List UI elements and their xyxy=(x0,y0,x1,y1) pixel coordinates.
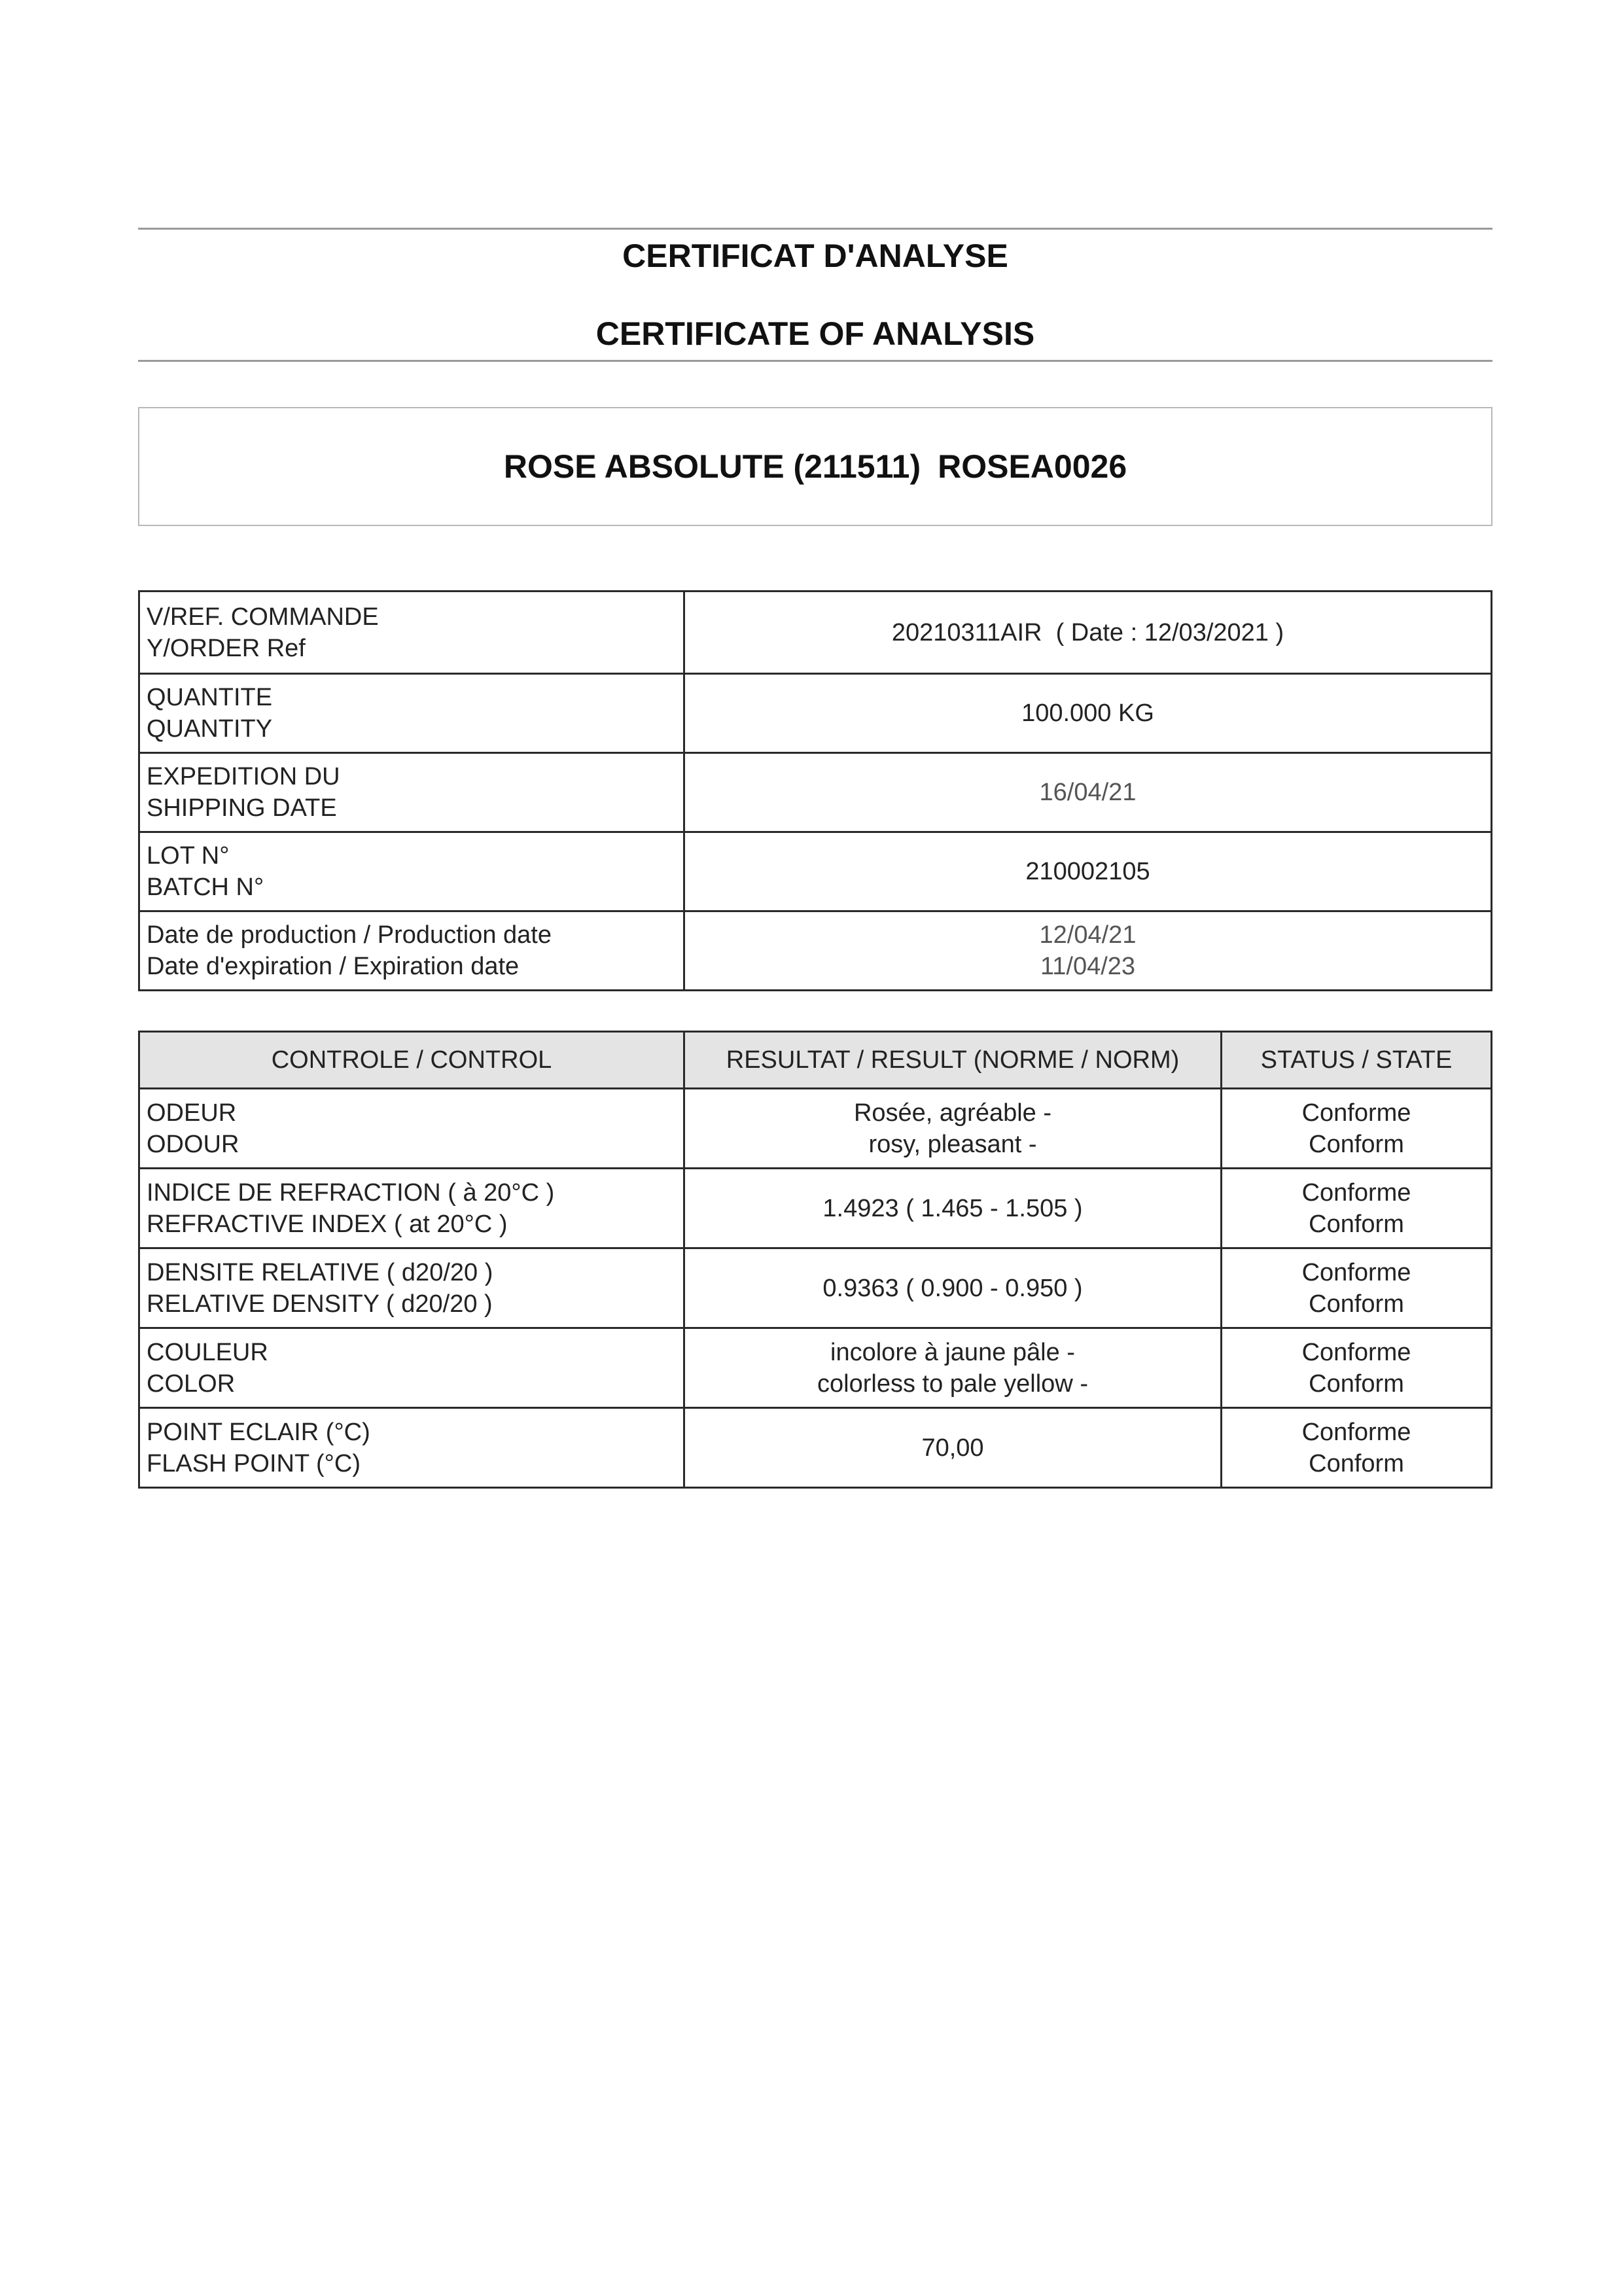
dates-label xyxy=(139,911,684,991)
batch-label-fr: LOT N° xyxy=(147,842,230,870)
control-result xyxy=(684,1328,1222,1408)
batch-label xyxy=(139,832,684,911)
control-label-fr: POINT ECLAIR (°C) xyxy=(147,1418,370,1446)
product-box xyxy=(138,407,1492,526)
control-label-fr: ODEUR xyxy=(147,1099,237,1127)
shipping-label-en: SHIPPING DATE xyxy=(147,794,337,822)
control-label xyxy=(139,1328,684,1408)
status-en: Conform xyxy=(1309,1130,1404,1158)
batch-value: 210002105 xyxy=(684,832,1492,911)
status-fr: Conforme xyxy=(1301,1178,1411,1207)
product-name: ROSE ABSOLUTE (211511) xyxy=(503,448,921,485)
order-ref-label xyxy=(139,592,684,674)
control-row-refractive-index xyxy=(139,1169,1492,1248)
status-en: Conform xyxy=(1309,1369,1404,1398)
expiration-date-value: 11/04/23 xyxy=(1040,953,1136,980)
control-label xyxy=(139,1169,684,1248)
order-ref-value-cell xyxy=(684,592,1492,674)
control-label-en: ODOUR xyxy=(147,1130,239,1158)
production-date-label: Date de production / Production date xyxy=(147,921,552,949)
control-label-en: REFRACTIVE INDEX ( at 20°C ) xyxy=(147,1210,508,1238)
control-label-en: FLASH POINT (°C) xyxy=(147,1449,361,1477)
analysis-controls-table xyxy=(138,1031,1492,1489)
result-line-en: rosy, pleasant - xyxy=(868,1130,1037,1158)
order-info-table xyxy=(138,590,1492,991)
control-label xyxy=(139,1248,684,1328)
status-column-header: STATUS / STATE xyxy=(1222,1032,1492,1089)
status-fr: Conforme xyxy=(1301,1418,1411,1446)
result-line-en: colorless to pale yellow - xyxy=(817,1369,1088,1398)
control-row-flash-point xyxy=(139,1408,1492,1488)
result-line-fr: incolore à jaune pâle - xyxy=(830,1338,1075,1366)
control-result xyxy=(684,1089,1222,1169)
status-fr: Conforme xyxy=(1301,1258,1411,1286)
control-row-color xyxy=(139,1328,1492,1408)
quantity-label-fr: QUANTITE xyxy=(147,684,273,711)
control-status xyxy=(1222,1248,1492,1328)
shipping-label xyxy=(139,753,684,832)
control-result: 0.9363 ( 0.900 - 0.950 ) xyxy=(684,1248,1222,1328)
order-ref-number: 20210311AIR xyxy=(891,618,1042,646)
production-date-value: 12/04/21 xyxy=(1039,921,1137,949)
control-status xyxy=(1222,1408,1492,1488)
control-status xyxy=(1222,1089,1492,1169)
result-line-fr: Rosée, agréable - xyxy=(853,1099,1052,1127)
title-french: CERTIFICAT D'ANALYSE xyxy=(622,238,1008,274)
quantity-row xyxy=(139,674,1492,753)
quantity-label xyxy=(139,674,684,753)
control-label-en: COLOR xyxy=(147,1369,236,1398)
control-label xyxy=(139,1089,684,1169)
status-en: Conform xyxy=(1309,1290,1404,1318)
control-status xyxy=(1222,1169,1492,1248)
expiration-date-label: Date d'expiration / Expiration date xyxy=(147,953,520,980)
control-row-odour xyxy=(139,1089,1492,1169)
shipping-row xyxy=(139,753,1492,832)
order-ref-date: ( Date : 12/03/2021 ) xyxy=(1055,618,1284,646)
title-english: CERTIFICATE OF ANALYSIS xyxy=(595,315,1035,352)
control-status xyxy=(1222,1328,1492,1408)
control-column-header: CONTROLE / CONTROL xyxy=(139,1032,684,1089)
product-code: ROSEA0026 xyxy=(938,448,1127,485)
control-label xyxy=(139,1408,684,1488)
shipping-label-fr: EXPEDITION DU xyxy=(147,763,340,790)
shipping-value: 16/04/21 xyxy=(684,753,1492,832)
batch-label-en: BATCH N° xyxy=(147,874,264,901)
order-ref-label-fr: V/REF. COMMANDE xyxy=(147,603,379,631)
status-fr: Conforme xyxy=(1301,1338,1411,1366)
dates-row xyxy=(139,911,1492,991)
batch-row xyxy=(139,832,1492,911)
order-ref-label-en: Y/ORDER Ref xyxy=(147,634,306,662)
control-label-fr: COULEUR xyxy=(147,1338,268,1366)
control-label-fr: DENSITE RELATIVE ( d20/20 ) xyxy=(147,1258,493,1286)
product-heading xyxy=(504,448,1127,486)
status-en: Conform xyxy=(1309,1449,1404,1477)
control-label-fr: INDICE DE REFRACTION ( à 20°C ) xyxy=(147,1178,555,1207)
order-ref-row xyxy=(139,592,1492,674)
control-row-relative-density xyxy=(139,1248,1492,1328)
result-column-header: RESULTAT / RESULT (NORME / NORM) xyxy=(684,1032,1222,1089)
quantity-value: 100.000 KG xyxy=(684,674,1492,753)
header-top-rule xyxy=(138,228,1492,230)
status-en: Conform xyxy=(1309,1210,1404,1238)
control-label-en: RELATIVE DENSITY ( d20/20 ) xyxy=(147,1290,493,1318)
control-result: 70,00 xyxy=(684,1408,1222,1488)
status-fr: Conforme xyxy=(1301,1099,1411,1127)
header-bottom-rule xyxy=(138,360,1492,362)
control-result: 1.4923 ( 1.465 - 1.505 ) xyxy=(684,1169,1222,1248)
quantity-label-en: QUANTITY xyxy=(147,715,273,743)
controls-header-row xyxy=(139,1032,1492,1089)
dates-value-cell xyxy=(684,911,1492,991)
